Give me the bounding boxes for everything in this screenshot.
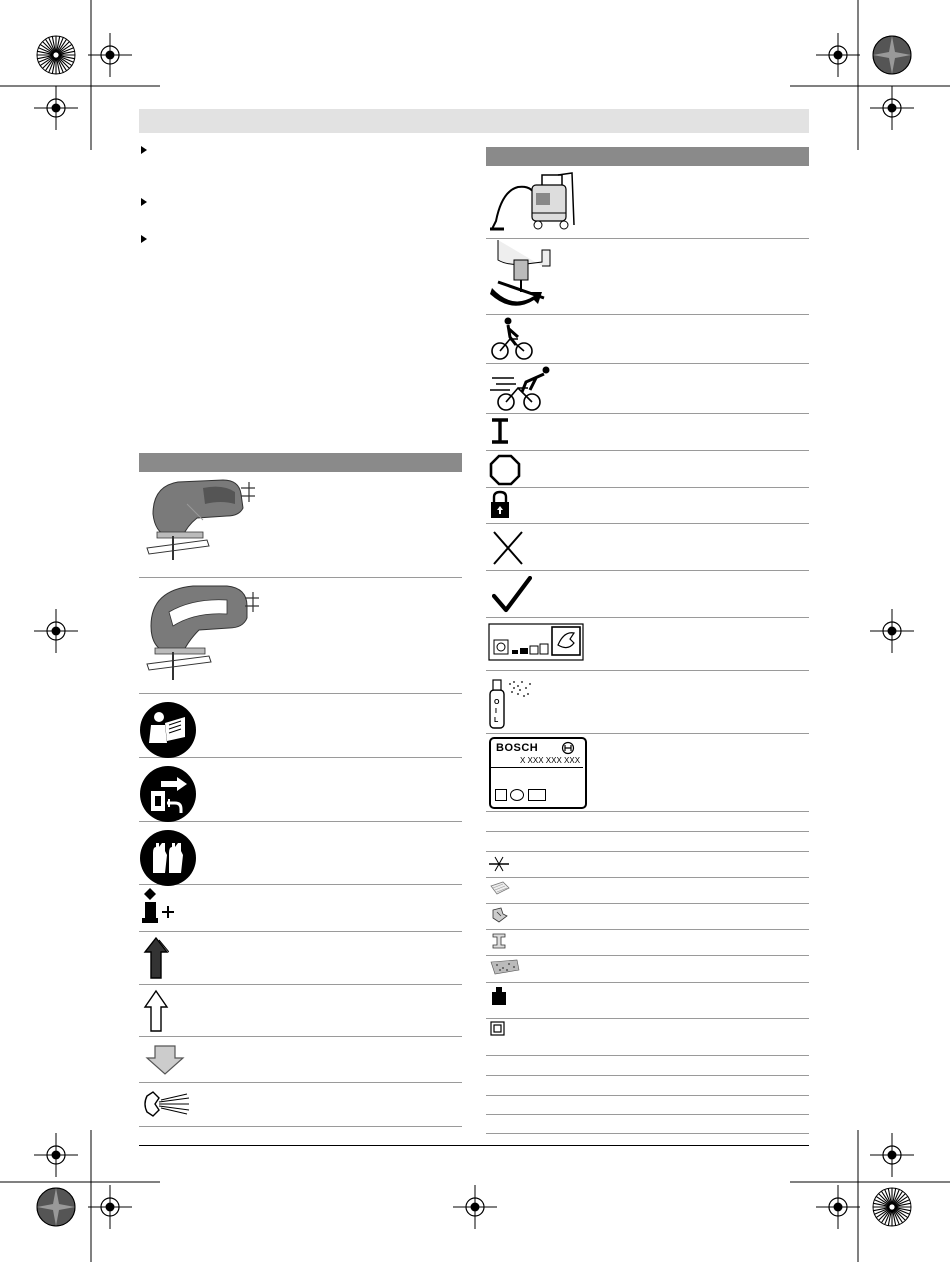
row-separator <box>486 831 809 832</box>
row-separator <box>486 450 809 451</box>
lock-icon <box>490 490 510 520</box>
section-header-bar-left <box>139 453 462 472</box>
steel-profile-icon <box>489 932 509 950</box>
row-separator <box>486 523 809 524</box>
bullet-marker <box>141 235 147 243</box>
oil-spray-icon <box>484 676 536 730</box>
jigsaw-icon <box>143 582 263 686</box>
speed-scale-icon <box>488 623 584 661</box>
row-separator <box>486 877 809 878</box>
row-separator <box>486 1133 809 1134</box>
page-header-bar <box>139 109 809 133</box>
row-separator <box>486 363 809 364</box>
metal-icon <box>489 906 509 924</box>
row-separator <box>486 487 809 488</box>
row-separator <box>486 1018 809 1019</box>
nameplate-brand: BOSCH <box>496 742 539 754</box>
row-separator <box>486 1075 809 1076</box>
footer-rule <box>139 1145 809 1146</box>
row-separator <box>486 1095 809 1096</box>
additional-info-icon <box>142 888 182 928</box>
bullet-marker <box>141 198 147 206</box>
weight-icon <box>490 986 508 1006</box>
row-separator <box>486 670 809 671</box>
nameplate-square <box>495 789 507 801</box>
jigsaw-icon <box>143 474 263 566</box>
row-separator <box>139 984 462 985</box>
brand-logo-icon <box>561 741 575 755</box>
blowing-icon <box>141 1088 191 1120</box>
arrow-up-outline-icon <box>143 989 169 1033</box>
row-separator <box>486 238 809 239</box>
row-separator <box>139 693 462 694</box>
row-separator <box>486 851 809 852</box>
nameplate-rectangle <box>528 789 546 801</box>
check-icon <box>492 576 532 614</box>
cut-symbol-icon <box>489 855 509 873</box>
row-separator <box>486 413 809 414</box>
row-separator <box>486 1055 809 1056</box>
row-separator <box>486 903 809 904</box>
row-separator <box>486 570 809 571</box>
cyclist-fast-icon <box>490 366 552 412</box>
bullet-marker <box>141 146 147 154</box>
row-separator <box>486 314 809 315</box>
wood-icon <box>489 880 511 898</box>
read-manual-icon <box>139 701 197 759</box>
arrow-down-icon <box>145 1044 185 1076</box>
svg-text:O: O <box>494 699 500 706</box>
cross-icon <box>492 530 524 566</box>
row-separator <box>486 955 809 956</box>
nameplate-circle <box>510 789 524 801</box>
octagon-icon <box>489 454 521 486</box>
row-separator <box>486 982 809 983</box>
protection-class-icon <box>490 1021 506 1037</box>
nameplate-part-number: X XXX XXX XXX <box>520 756 581 765</box>
arrow-up-filled-icon <box>143 936 169 980</box>
dust-extractor-icon <box>488 171 576 235</box>
nameplate-divider <box>491 767 583 768</box>
row-separator <box>486 617 809 618</box>
row-separator <box>486 1114 809 1115</box>
row-separator <box>486 811 809 812</box>
row-separator <box>139 1082 462 1083</box>
cyclist-slow-icon <box>490 317 534 361</box>
svg-text:L: L <box>494 717 499 724</box>
row-separator <box>139 1126 462 1127</box>
unplug-mains-icon <box>139 765 197 823</box>
rotate-blade-icon <box>488 240 552 310</box>
row-separator <box>486 929 809 930</box>
svg-text:I: I <box>495 708 497 715</box>
row-separator <box>486 733 809 734</box>
row-separator <box>139 931 462 932</box>
row-separator <box>139 577 462 578</box>
stone-icon <box>489 958 521 976</box>
row-separator <box>139 1036 462 1037</box>
wear-gloves-icon <box>139 829 197 887</box>
stroke-symbol-icon <box>490 418 510 444</box>
section-header-bar-right <box>486 147 809 166</box>
